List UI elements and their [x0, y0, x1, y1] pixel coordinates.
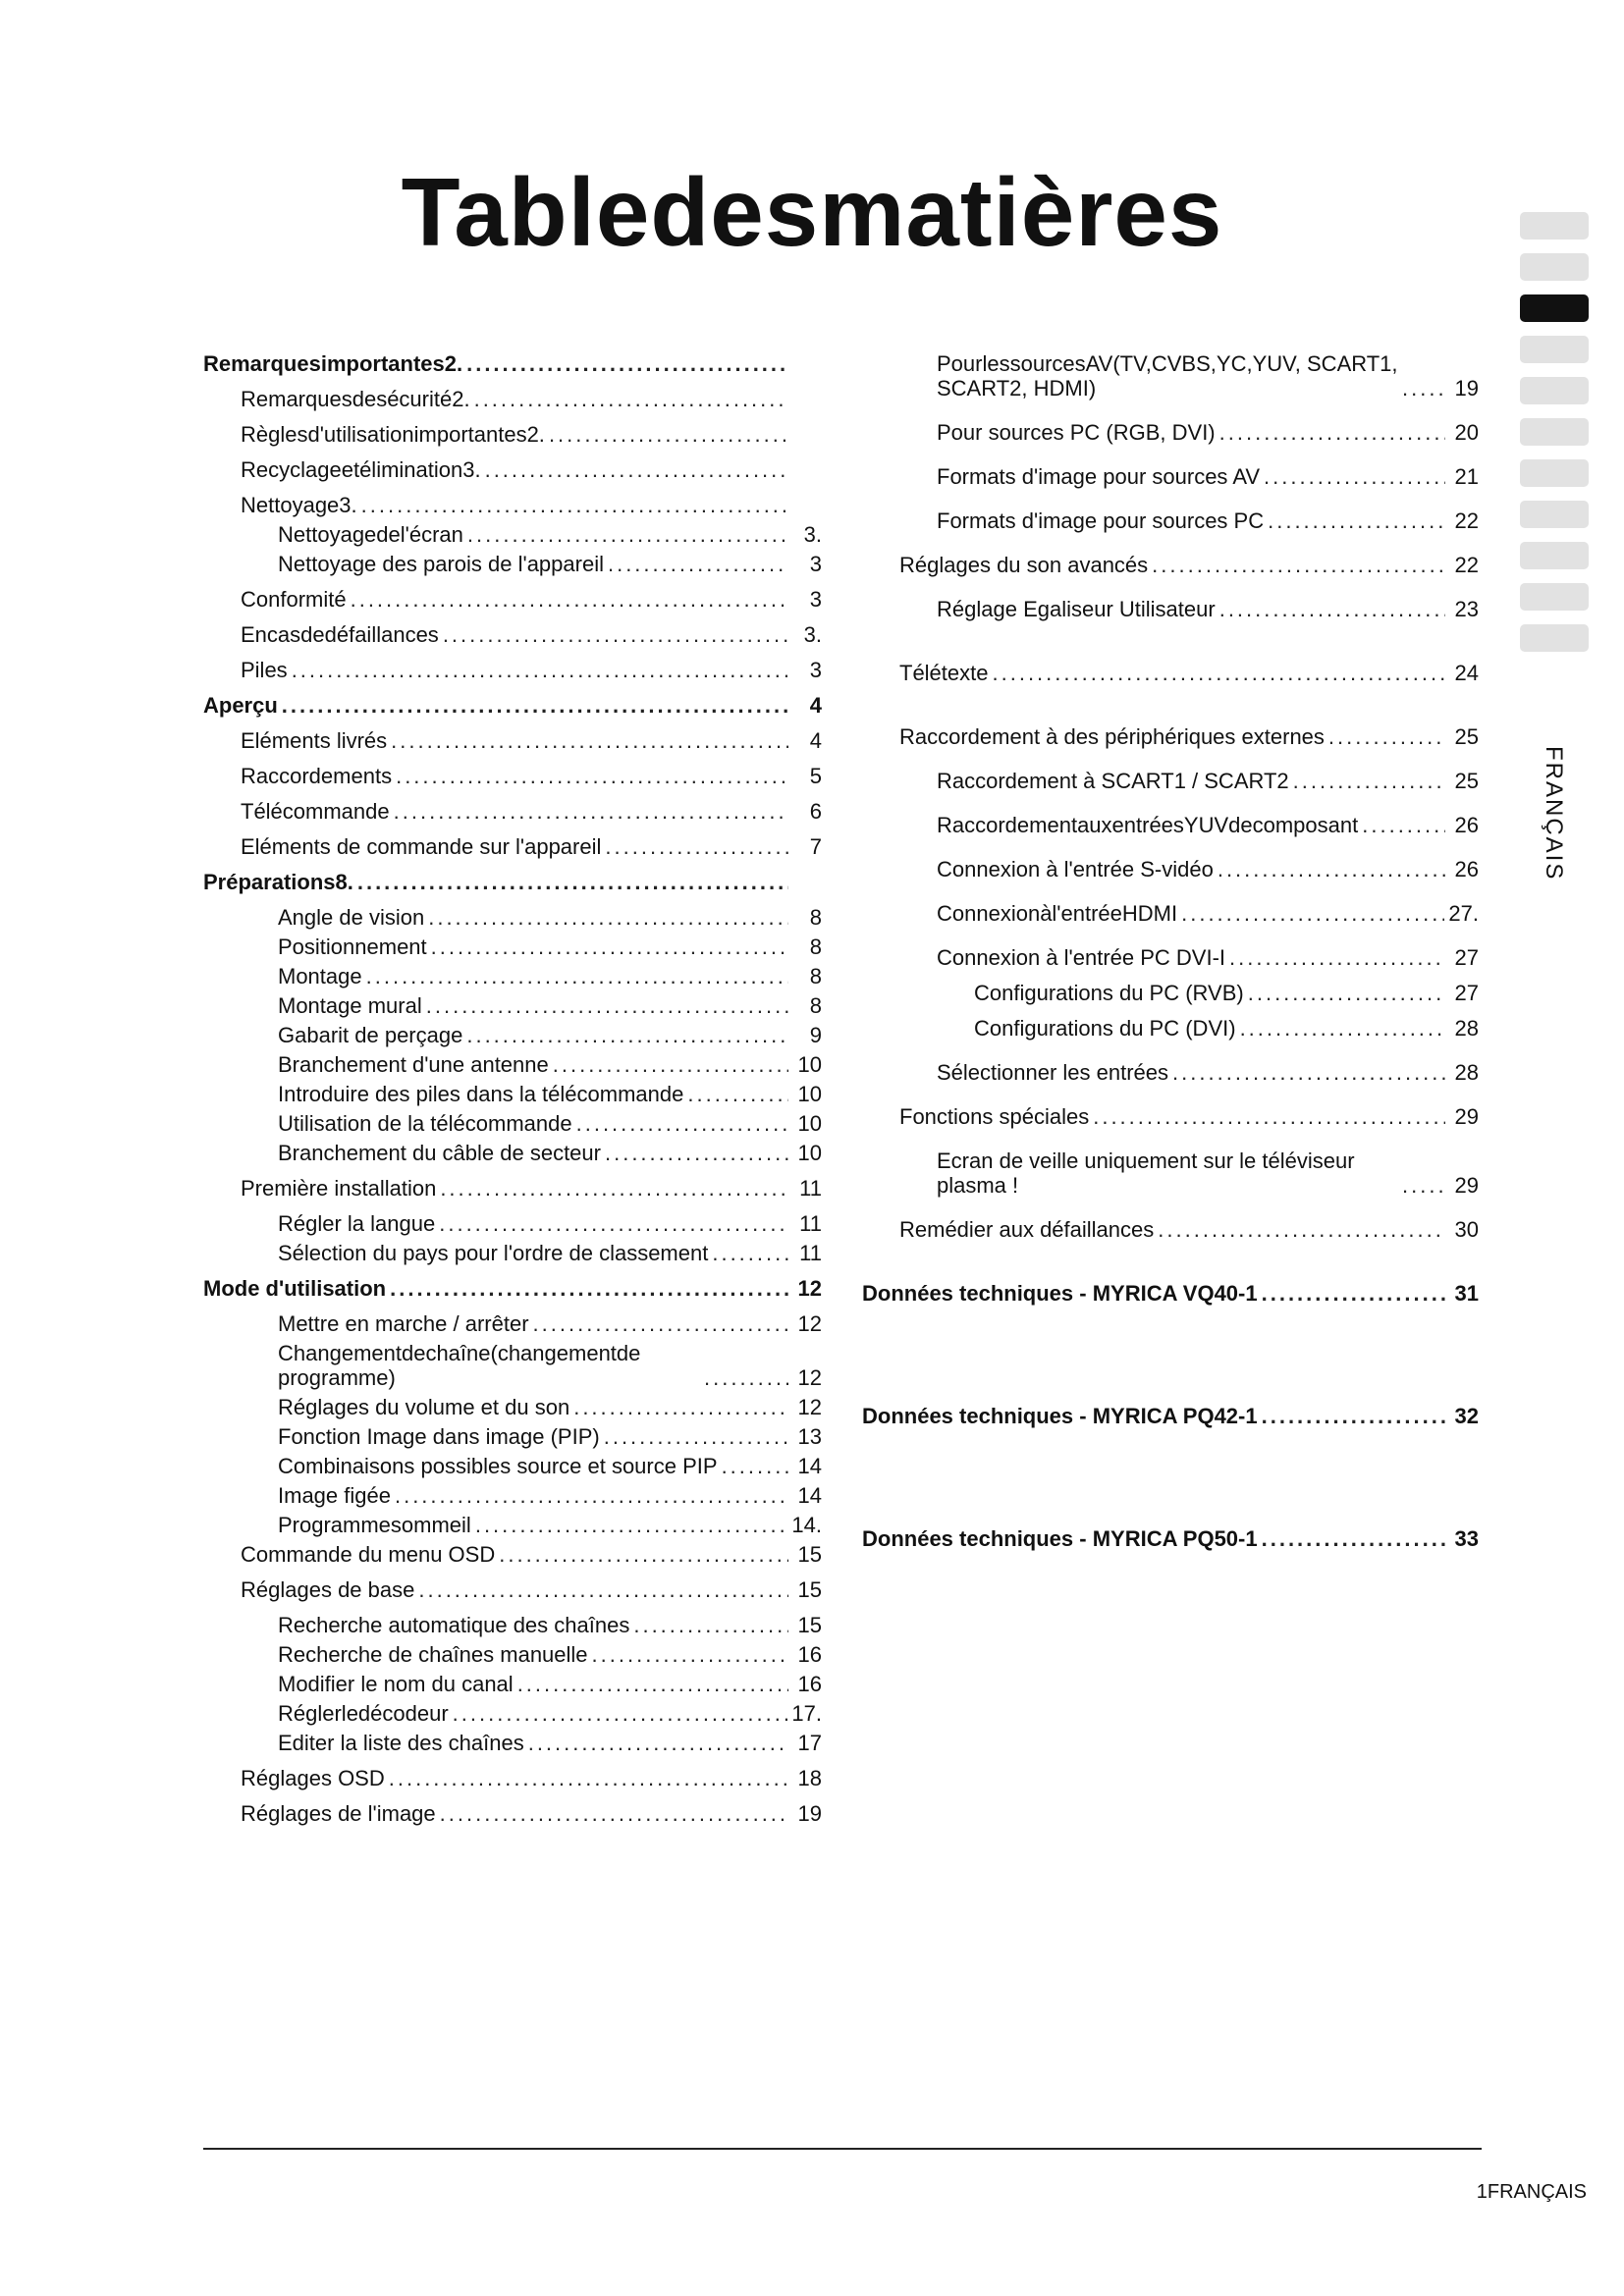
toc-entry-text: Montage mural — [278, 993, 422, 1018]
toc-entry-page: 16 — [797, 1672, 822, 1696]
toc-entry-page: 23 — [1454, 597, 1479, 621]
toc-entry[interactable] — [899, 464, 1479, 489]
toc-entry-text: Télécommande — [241, 799, 390, 824]
toc-entry-page: 14. — [791, 1513, 822, 1537]
toc-entry[interactable] — [862, 1526, 1479, 1551]
toc-entry[interactable] — [899, 857, 1479, 881]
toc-entry[interactable] — [862, 1404, 1479, 1428]
toc-entry-text: Configurations du PC (RVB) — [974, 981, 1244, 1005]
toc-entry[interactable] — [203, 964, 822, 988]
chapter-tab — [1520, 336, 1589, 363]
toc-entry-page: 7 — [809, 834, 822, 859]
toc-entry[interactable] — [203, 1276, 822, 1301]
toc-entry-text: Montage — [278, 964, 362, 988]
toc-entry-page: 28 — [1454, 1016, 1479, 1041]
toc-entry-text: Eléments de commande sur l'appareil — [241, 834, 602, 859]
toc-entry[interactable] — [899, 420, 1479, 445]
chapter-tab-strip — [1520, 212, 1589, 666]
toc-entry-text: Données techniques - MYRICA PQ42-1 — [862, 1404, 1258, 1428]
page-title: Tabledesmatières — [401, 158, 1223, 266]
toc-entry-page: 31 — [1454, 1281, 1479, 1306]
toc-entry-text: Aperçu — [203, 693, 278, 718]
toc-entry[interactable] — [203, 834, 822, 859]
chapter-tab — [1520, 583, 1589, 611]
toc-entry[interactable] — [203, 1577, 822, 1602]
toc-entry-text: Données techniques - MYRICA VQ40-1 — [862, 1281, 1258, 1306]
toc-entry-text: Ecran de veille uniquement sur le téléviseur plasma ! — [937, 1148, 1355, 1198]
toc-entry[interactable] — [203, 764, 822, 788]
toc-entry-page: 4 — [809, 693, 822, 718]
toc-entry[interactable] — [203, 1111, 822, 1136]
toc-entry-text: Réglages de l'image — [241, 1801, 436, 1826]
toc-entry[interactable] — [203, 1023, 822, 1047]
toc-entry-text: Réglages OSD — [241, 1766, 385, 1790]
toc-entry-page: 29 — [1454, 1104, 1479, 1129]
toc-entry-text: Pour sources PC (RGB, DVI) — [937, 420, 1216, 445]
toc-entry-text: Recyclageetélimination3. — [241, 457, 481, 482]
toc-entry-text: Réglages du son avancés — [899, 553, 1149, 577]
toc-entry-page: 21 — [1454, 464, 1479, 489]
toc-entry[interactable] — [203, 1211, 822, 1236]
toc-entry[interactable] — [203, 1731, 822, 1755]
toc-entry-page: 8 — [809, 964, 822, 988]
toc-entry-page: 27 — [1454, 945, 1479, 970]
chapter-tab — [1520, 377, 1589, 404]
toc-entry-page: 25 — [1454, 724, 1479, 749]
toc-entry[interactable] — [203, 552, 822, 576]
toc-entry-text: Réglage Egaliseur Utilisateur — [937, 597, 1216, 621]
toc-entry-text: Règlesd'utilisationimportantes2. — [241, 422, 545, 447]
toc-entry-page: 17. — [791, 1701, 822, 1726]
toc-entry[interactable] — [203, 387, 822, 411]
toc-entry-text: Première installation — [241, 1176, 437, 1201]
toc-entry-text: Configurations du PC (DVI) — [974, 1016, 1236, 1041]
chapter-tab — [1520, 212, 1589, 240]
toc-entry-page: 28 — [1454, 1060, 1479, 1085]
chapter-tab — [1520, 624, 1589, 652]
toc-entry-page: 11 — [799, 1176, 822, 1201]
toc-entry-text: Raccordement à SCART1 / SCART2 — [937, 769, 1289, 793]
toc-entry-text: RaccordementauxentréesYUVdecomposant — [937, 813, 1359, 837]
toc-entry-page: 27. — [1448, 901, 1479, 926]
toc-entry-text: Formats d'image pour sources AV — [937, 464, 1261, 489]
toc-entry-text: Remarquesdesécurité2. — [241, 387, 470, 411]
toc-entry-page: 3 — [809, 587, 822, 612]
chapter-tab — [1520, 418, 1589, 446]
toc-entry-text: Régler la langue — [278, 1211, 436, 1236]
toc-entry-page: 14 — [797, 1454, 822, 1478]
toc-entry[interactable] — [203, 1395, 822, 1419]
toc-entry-page: 13 — [797, 1424, 822, 1449]
toc-entry-text: Eléments livrés — [241, 728, 388, 753]
toc-entry-page: 15 — [797, 1613, 822, 1637]
toc-entry[interactable] — [899, 945, 1479, 970]
toc-entry[interactable] — [203, 1613, 822, 1637]
toc-entry[interactable] — [899, 351, 1479, 400]
toc-entry-page: 26 — [1454, 857, 1479, 881]
toc-left-column — [203, 351, 822, 1837]
toc-entry-text: Réglages de base — [241, 1577, 415, 1602]
toc-entry-page: 3. — [803, 522, 822, 547]
toc-entry-page: 8 — [809, 934, 822, 959]
toc-entry-page: 17 — [797, 1731, 822, 1755]
toc-entry[interactable] — [203, 728, 822, 753]
toc-entry-text: Encasdedéfaillances — [241, 622, 439, 647]
toc-entry-text: Mettre en marche / arrêter — [278, 1311, 529, 1336]
toc-entry[interactable] — [203, 1341, 822, 1390]
toc-entry-text: Nettoyagedel'écran — [278, 522, 463, 547]
toc-entry-text: Raccordement à des périphériques externes — [899, 724, 1325, 749]
toc-entry-text: PourlessourcesAV(TV,CVBS,YC,YUV, SCART1, SCART2, HDMI) — [937, 351, 1398, 400]
toc-entry[interactable] — [203, 1513, 822, 1537]
toc-entry[interactable] — [899, 769, 1479, 793]
toc-entry-text: Connexionàl'entréeHDMI — [937, 901, 1178, 926]
toc-entry[interactable] — [899, 597, 1479, 621]
toc-entry-page: 27 — [1454, 981, 1479, 1005]
toc-entry-text: Sélection du pays pour l'ordre de classement — [278, 1241, 709, 1265]
chapter-tab — [1520, 459, 1589, 487]
toc-entry[interactable] — [203, 457, 822, 482]
toc-entry-text: Conformité — [241, 587, 347, 612]
toc-entry-text: Combinaisons possibles source et source PIP — [278, 1454, 718, 1478]
chapter-tab-active — [1520, 294, 1589, 322]
toc-entry-text: Nettoyage3. — [241, 493, 357, 517]
toc-entry[interactable] — [862, 1281, 1479, 1306]
toc-entry-page: 10 — [797, 1111, 822, 1136]
toc-entry-page: 11 — [799, 1211, 822, 1236]
chapter-tab — [1520, 501, 1589, 528]
toc-entry[interactable] — [203, 1701, 822, 1726]
toc-entry[interactable] — [203, 870, 822, 894]
toc-entry-page: 9 — [809, 1023, 822, 1047]
toc-entry-text: Fonctions spéciales — [899, 1104, 1090, 1129]
toc-entry-page: 15 — [797, 1542, 822, 1567]
toc-entry-text: Gabarit de perçage — [278, 1023, 463, 1047]
toc-entry[interactable] — [203, 1542, 822, 1567]
toc-entry-text: Réglages du volume et du son — [278, 1395, 570, 1419]
toc-entry[interactable] — [203, 1311, 822, 1336]
toc-entry[interactable] — [203, 1642, 822, 1667]
toc-entry-text: Connexion à l'entrée S-vidéo — [937, 857, 1214, 881]
toc-entry-page: 29 — [1454, 1173, 1479, 1198]
toc-entry[interactable] — [203, 658, 822, 682]
toc-entry[interactable] — [203, 1801, 822, 1826]
toc-entry-text: Image figée — [278, 1483, 391, 1508]
side-language-label: FRANÇAIS — [1541, 746, 1567, 881]
toc-entry-page: 3. — [803, 622, 822, 647]
toc-entry[interactable] — [899, 1060, 1479, 1085]
toc-entry[interactable] — [203, 1052, 822, 1077]
toc-entry-page: 24 — [1454, 661, 1479, 685]
toc-entry-page: 20 — [1454, 420, 1479, 445]
toc-entry[interactable] — [203, 1483, 822, 1508]
toc-entry[interactable] — [899, 1104, 1479, 1129]
toc-entry[interactable] — [899, 508, 1479, 533]
toc-entry-text: Editer la liste des chaînes — [278, 1731, 524, 1755]
toc-entry[interactable] — [203, 1766, 822, 1790]
toc-entry-text: Branchement du câble de secteur — [278, 1141, 601, 1165]
toc-entry[interactable] — [203, 1176, 822, 1201]
toc-entry[interactable] — [203, 693, 822, 718]
toc-entry-page: 15 — [797, 1577, 822, 1602]
toc-entry-text: Commande du menu OSD — [241, 1542, 496, 1567]
toc-entry-text: Utilisation de la télécommande — [278, 1111, 572, 1136]
toc-entry-page: 10 — [797, 1052, 822, 1077]
toc-entry[interactable] — [899, 813, 1479, 837]
toc-entry-text: Nettoyage des parois de l'appareil — [278, 552, 604, 576]
toc-right-column — [862, 351, 1479, 1562]
toc-entry[interactable] — [203, 587, 822, 612]
toc-entry-text: Fonction Image dans image (PIP) — [278, 1424, 600, 1449]
toc-entry-page: 16 — [797, 1642, 822, 1667]
toc-entry[interactable] — [203, 1454, 822, 1478]
toc-entry[interactable] — [899, 724, 1479, 749]
toc-entry-page: 12 — [797, 1311, 822, 1336]
toc-entry-text: Branchement d'une antenne — [278, 1052, 549, 1077]
toc-entry[interactable] — [203, 1241, 822, 1265]
toc-entry-text: Mode d'utilisation — [203, 1276, 387, 1301]
toc-entry-text: Angle de vision — [278, 905, 425, 930]
toc-entry-page: 10 — [797, 1082, 822, 1106]
toc-entry-text: Formats d'image pour sources PC — [937, 508, 1265, 533]
toc-entry[interactable] — [899, 1217, 1479, 1242]
toc-entry-page: 5 — [809, 764, 822, 788]
toc-entry-page: 22 — [1454, 553, 1479, 577]
toc-entry-page: 6 — [809, 799, 822, 824]
toc-entry-text: Piles — [241, 658, 288, 682]
toc-entry-page: 33 — [1454, 1526, 1479, 1551]
toc-entry-text: Positionnement — [278, 934, 427, 959]
toc-entry[interactable] — [203, 799, 822, 824]
toc-entry-page: 11 — [799, 1241, 822, 1265]
toc-entry[interactable] — [899, 901, 1479, 926]
toc-entry[interactable] — [203, 351, 822, 376]
toc-entry-page: 19 — [797, 1801, 822, 1826]
chapter-tab — [1520, 253, 1589, 281]
toc-entry-page: 8 — [809, 993, 822, 1018]
toc-entry-page: 8 — [809, 905, 822, 930]
toc-entry-text: Introduire des piles dans la télécommande — [278, 1082, 684, 1106]
toc-entry-text: Remédier aux défaillances — [899, 1217, 1155, 1242]
toc-entry-page: 12 — [797, 1276, 822, 1301]
toc-entry-page: 3 — [809, 658, 822, 682]
toc-entry[interactable] — [203, 993, 822, 1018]
toc-entry-page: 26 — [1454, 813, 1479, 837]
toc-entry[interactable] — [203, 1672, 822, 1696]
toc-entry[interactable] — [203, 1082, 822, 1106]
toc-entry-page: 32 — [1454, 1404, 1479, 1428]
toc-entry-text: Données techniques - MYRICA PQ50-1 — [862, 1526, 1258, 1551]
toc-entry-text: Réglerledécodeur — [278, 1701, 449, 1726]
toc-entry[interactable] — [203, 1424, 822, 1449]
toc-entry-page: 10 — [797, 1141, 822, 1165]
toc-entry-text: Recherche de chaînes manuelle — [278, 1642, 588, 1667]
toc-entry[interactable] — [203, 934, 822, 959]
toc-entry[interactable] — [899, 1148, 1479, 1198]
toc-entry-text: Programmesommeil — [278, 1513, 471, 1537]
toc-entry-page: 3 — [809, 552, 822, 576]
toc-entry-text: Remarquesimportantes2. — [203, 351, 463, 376]
toc-entry[interactable] — [899, 981, 1479, 1005]
toc-entry-text: Raccordements — [241, 764, 393, 788]
toc-entry[interactable] — [203, 422, 822, 447]
toc-entry[interactable] — [899, 1016, 1479, 1041]
toc-entry-text: Préparations8. — [203, 870, 353, 894]
toc-entry[interactable] — [203, 1141, 822, 1165]
toc-entry-page: 12 — [797, 1395, 822, 1419]
toc-entry-text: Recherche automatique des chaînes — [278, 1613, 630, 1637]
toc-entry-page: 22 — [1454, 508, 1479, 533]
toc-entry-page: 19 — [1454, 376, 1479, 400]
toc-entry-text: Changementdechaîne(changementde programme) — [278, 1341, 641, 1390]
toc-entry[interactable] — [899, 661, 1479, 685]
toc-entry-page: 30 — [1454, 1217, 1479, 1242]
footer-rule — [203, 2148, 1482, 2150]
toc-entry-text: Sélectionner les entrées — [937, 1060, 1169, 1085]
page-footer: 1FRANÇAIS — [1476, 2181, 1587, 2203]
toc-entry[interactable] — [203, 522, 822, 547]
toc-entry-page: 18 — [797, 1766, 822, 1790]
toc-entry[interactable] — [203, 905, 822, 930]
toc-entry-text: Modifier le nom du canal — [278, 1672, 514, 1696]
toc-entry[interactable] — [203, 493, 822, 517]
toc-entry-page: 25 — [1454, 769, 1479, 793]
toc-entry[interactable] — [899, 553, 1479, 577]
toc-entry-page: 4 — [809, 728, 822, 753]
toc-entry-page: 14 — [797, 1483, 822, 1508]
toc-entry-text: Télétexte — [899, 661, 989, 685]
toc-entry-text: Connexion à l'entrée PC DVI-I — [937, 945, 1226, 970]
toc-entry[interactable] — [203, 622, 822, 647]
toc-entry-page: 12 — [797, 1365, 822, 1390]
chapter-tab — [1520, 542, 1589, 569]
